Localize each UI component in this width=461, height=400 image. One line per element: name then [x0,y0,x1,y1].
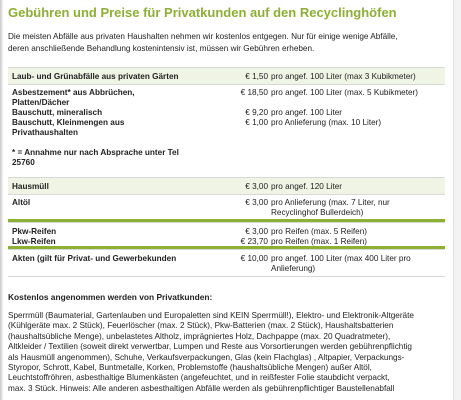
fee-price: € 18,50 € 9,20 € 1,00 [240,88,268,127]
table-row [8,194,445,222]
fee-description: pro angef. 100 Liter (max 400 Liter pro Anlieferung) [271,254,411,273]
fee-category: Hausmüll [12,182,49,191]
fee-category: Akten (gilt für Privat- und Gewerbekunden [12,254,177,263]
table-row [8,249,445,277]
free-items-paragraph [8,311,450,394]
fee-category: Pkw-Reifen Lkw-Reifen [12,227,57,246]
left-edge-shadow [0,0,3,400]
fee-category: Laub- und Grünabfälle aus privaten Gärten [12,72,179,81]
fee-category: Asbestzement* aus Abbrüchen, Platten/Dächer [12,88,135,107]
fee-description: pro angef. 120 Liter [271,182,343,191]
table-row [8,222,445,249]
fee-description: pro Reifen (max. 5 Reifen) pro Reifen (max. 1 Reifen) [271,227,368,246]
paragraph-line: max. 3 Stück. Hinweis: Alle anderen asbesthaltigen Abfälle werden als gebührenpflichtiger Baustellenabfall [8,383,395,393]
fee-category: Altöl [12,198,31,207]
intro-paragraph [8,31,448,55]
fee-price: € 3,00 [245,198,268,207]
fee-price: € 3,00 [245,182,268,191]
intro-line: Die meisten Abfälle aus privaten Haushalten nehmen wir kostenlos entgegen. Nur für einige wenige Abfälle, [8,32,398,41]
paragraph-line: (Kühlgeräte max. 2 Stück), Feuerlöscher (max. 2 Stück), Pkw-Batterien (max. 2 Stück), Haushaltsbatterien [8,321,394,331]
fee-description: pro Anlieferung (max. 7 Liter, nur Recyclinghof Bullerdeich) [271,198,390,217]
fee-description: pro angef. 100 Liter (max 3 Kubikmeter) [271,72,416,81]
paragraph-line: (haushaltsübliche Menge), unbelastetes Altholz, imprägniertes Holz, Dachpappe (max. 20 Quadratmeter), [8,331,391,341]
paragraph-line: Leuchtstoffröhren, asbesthaltige Blumenkästen (angefeuchtet, und in reißfester Folie staubdicht verpackt, [8,373,390,383]
paragraph-line: Altkleider / Textilien (soweit direkt verwertbar, Lumpen und Reste aus Vorsortierungen werden gebührenpflichtig [8,342,412,352]
fee-description: pro angef. 100 Liter (max. 5 Kubikmeter) pro angef. 100 Liter pro Anlieferung (max. 10 Liter) [271,88,418,127]
vertical-scrollbar[interactable] [453,0,461,400]
paragraph-line: Styropor, Schrott, Kabel, Buntmetalle, Korken, Problemstoffe (haushaltsübliche Mengen) außer Altöl, [8,363,372,373]
intro-line: deren anschließende Behandlung kostenintensiv ist, müssen wir Gebühren erheben. [8,44,315,53]
page-title: Gebühren und Preise für Privatkunden auf den Recyclinghöfen [8,5,397,20]
paragraph-line: Sperrmüll (Baumaterial, Gartenlauben und Europaletten sind KEIN Sperrmüll!), Elektro- und Elektronik-Altgeräte [8,311,414,320]
fee-price: € 3,00 € 23,70 [240,227,268,246]
fee-price: € 10,00 [240,254,268,263]
table-row [8,84,445,177]
table-row [8,177,445,194]
free-items-heading: Kostenlos angenommen werden von Privatkunden: [8,292,213,302]
table-row [8,67,445,84]
fee-price: € 1,50 [245,72,268,81]
fee-category-sub: Bauschutt, mineralisch Bauschutt, Kleinmengen aus Privathaushalten * = Annahme nur nach Absprache unter Tel 25760 [12,108,179,167]
paragraph-line: als Hausmüll angenommen), Schuhe, Verkaufsverpackungen, Glas (kein Flachglas) , Altpapier, Verpackungs- [8,352,405,362]
